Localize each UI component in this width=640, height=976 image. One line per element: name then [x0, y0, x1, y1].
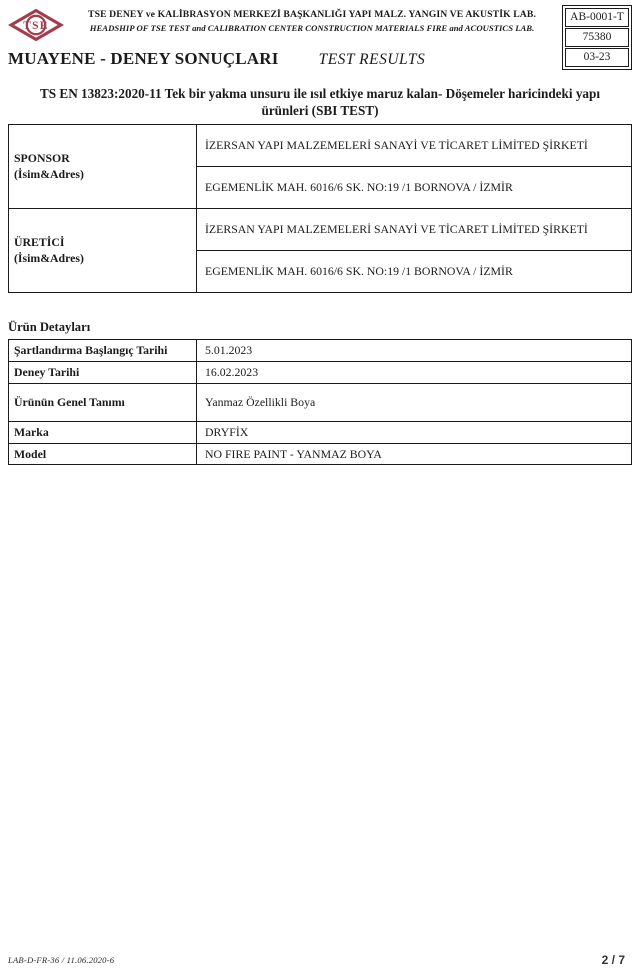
svg-text:TSE: TSE [23, 19, 49, 32]
sponsor-sublabel: (İsim&Adres) [14, 166, 84, 181]
sponsor-name: İZERSAN YAPI MALZEMELERİ SANAYİ VE TİCARET LİMİTED ŞİRKETİ [197, 125, 632, 167]
document-title-english: TEST RESULTS [318, 51, 426, 68]
standard-test-title-line1: TS EN 13823:2020-11 Tek bir yakma unsuru ile ısıl etkiye maruz kalan- Döşemeler haricindeki yapı [39, 86, 601, 101]
tse-logo-icon [8, 5, 66, 42]
detail-label-test-date: Deney Tarihi [9, 362, 197, 384]
table-row [9, 125, 632, 167]
document-title-turkish: MUAYENE - DENEY SONUÇLARI [8, 49, 279, 68]
detail-value-model: NO FIRE PAINT - YANMAZ BOYA [197, 444, 632, 465]
doc-box-report-no: 75380 [565, 28, 629, 47]
standard-test-title [8, 85, 632, 119]
table-row [9, 362, 632, 384]
detail-label-general-description: Ürünün Genel Tanımı [9, 384, 197, 422]
table-row [9, 422, 632, 444]
table-row [9, 209, 632, 251]
product-details-heading: Ürün Detayları [8, 320, 91, 335]
detail-label-brand: Marka [9, 422, 197, 444]
detail-label-model: Model [9, 444, 197, 465]
manufacturer-address: EGEMENLİK MAH. 6016/6 SK. NO:19 /1 BORNOVA / İZMİR [197, 251, 632, 293]
sponsor-label: SPONSOR [14, 150, 70, 165]
org-title-turkish: TSE DENEY ve KALİBRASYON MERKEZİ BAŞKANLIĞI YAPI MALZ. YANGIN VE AKUSTİK LAB. [88, 9, 536, 20]
standard-test-title-line2: ürünleri (SBI TEST) [261, 103, 379, 119]
table-row [9, 340, 632, 362]
manufacturer-label: ÜRETİCİ [14, 234, 65, 249]
document-title-row [8, 49, 562, 69]
organization-titles [66, 5, 562, 35]
table-row [9, 384, 632, 422]
document-page [0, 0, 640, 465]
detail-value-general-description: Yanmaz Özellikli Boya [197, 384, 632, 422]
footer-form-code: LAB-D-FR-36 / 11.06.2020-6 [8, 955, 115, 965]
detail-value-test-date: 16.02.2023 [197, 362, 632, 384]
parties-table [8, 124, 632, 293]
footer-page-number: 2 / 7 [601, 953, 625, 967]
manufacturer-name: İZERSAN YAPI MALZEMELERİ SANAYİ VE TİCARET LİMİTED ŞİRKETİ [197, 209, 632, 251]
header-left [8, 5, 562, 69]
report-header [8, 0, 632, 70]
product-details-table [8, 339, 632, 465]
document-number-box [562, 5, 632, 70]
detail-value-conditioning-start: 5.01.2023 [197, 340, 632, 362]
detail-label-conditioning-start: Şartlandırma Başlangıç Tarihi [9, 340, 197, 362]
doc-box-accreditation-no: AB-0001-T [565, 8, 629, 27]
manufacturer-sublabel: (İsim&Adres) [14, 250, 84, 265]
sponsor-address: EGEMENLİK MAH. 6016/6 SK. NO:19 /1 BORNOVA / İZMİR [197, 167, 632, 209]
sponsor-label-cell [9, 125, 197, 209]
org-title-english: HEADSHIP OF TSE TEST and CALIBRATION CENTER CONSTRUCTION MATERIALS FIRE and ACOUSTICS LAB. [89, 23, 535, 34]
detail-value-brand: DRYFİX [197, 422, 632, 444]
table-row [9, 444, 632, 465]
header-top-row [8, 5, 562, 42]
manufacturer-label-cell [9, 209, 197, 293]
doc-box-date-code: 03-23 [565, 48, 629, 67]
